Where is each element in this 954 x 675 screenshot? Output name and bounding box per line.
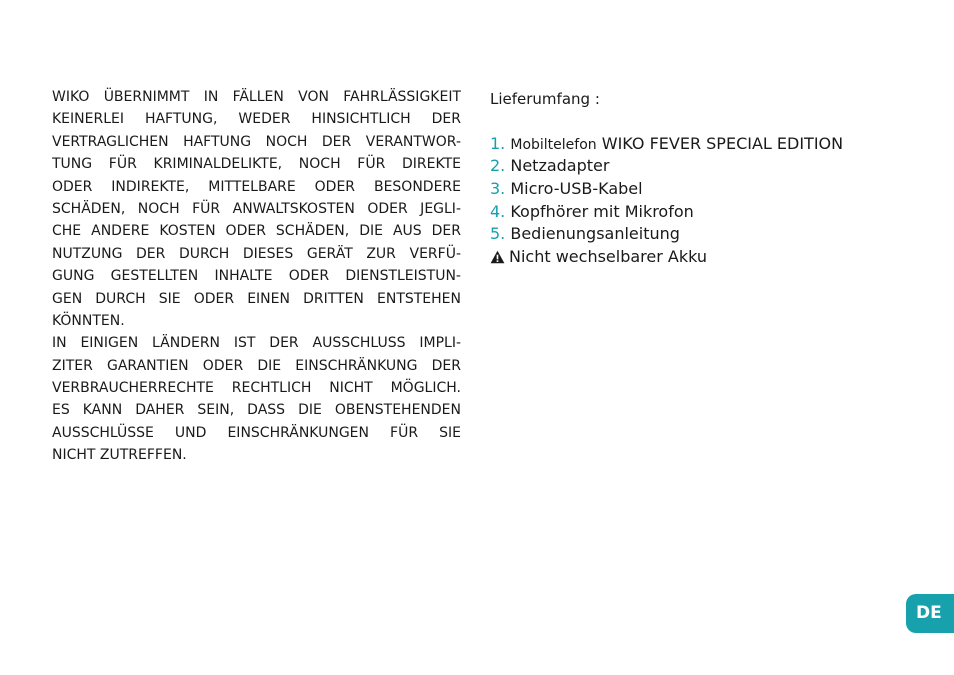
legal-line: VERBRAUCHERRECHTE RECHTLICH NICHT MÖGLICH.	[52, 380, 461, 397]
item-text: Netzadapter	[510, 156, 610, 176]
legal-line: VERTRAGLICHEN HAFTUNG NOCH DER VERANTWOR-	[52, 133, 461, 150]
item-text	[510, 134, 843, 153]
package-contents-heading: Lieferumfang :	[490, 90, 600, 108]
list-item	[490, 201, 910, 224]
item-text: Bedienungsanleitung	[510, 224, 680, 244]
legal-line: TUNG FÜR KRIMINALDELIKTE, NOCH FÜR DIREKTE	[52, 156, 461, 173]
legal-line: NICHT ZUTREFFEN.	[52, 447, 187, 464]
list-item	[490, 155, 910, 178]
legal-disclaimer	[52, 86, 461, 467]
item-text: Micro-USB-Kabel	[510, 178, 643, 198]
package-contents-list	[490, 133, 910, 246]
list-item	[490, 178, 910, 201]
legal-line: SCHÄDEN, NOCH FÜR ANWALTSKOSTEN ODER JEGLI-	[52, 200, 461, 217]
list-item	[490, 133, 910, 156]
legal-line: GEN DURCH SIE ODER EINEN DRITTEN ENTSTEHEN	[52, 290, 461, 307]
item-text: Kopfhörer mit Mikrofon	[510, 201, 694, 221]
legal-line: WIKO ÜBERNIMMT IN FÄLLEN VON FAHRLÄSSIGKEIT	[52, 89, 461, 105]
item-number: 4.	[490, 201, 506, 221]
legal-line: AUSSCHLÜSSE UND EINSCHRÄNKUNGEN FÜR SIE	[52, 424, 461, 441]
warning-triangle-icon	[490, 250, 505, 264]
warning-text: Nicht wechselbarer Akku	[509, 246, 708, 266]
legal-line: GUNG GESTELLTEN INHALTE ODER DIENSTLEISTUN-	[52, 268, 461, 285]
legal-line: ODER INDIREKTE, MITTELBARE ODER BESONDERE	[52, 178, 461, 195]
language-badge: DE	[906, 594, 954, 633]
legal-line: IN EINIGEN LÄNDERN IST DER AUSSCHLUSS IMPLI-	[52, 335, 461, 352]
item-number: 5.	[490, 224, 506, 244]
item-text-main: WIKO FEVER SPECIAL EDITION	[596, 133, 844, 153]
legal-line: KEINERLEI HAFTUNG, WEDER HINSICHTLICH DER	[52, 111, 461, 128]
battery-warning	[490, 246, 910, 269]
item-number: 3.	[490, 178, 506, 198]
legal-line: ES KANN DAHER SEIN, DASS DIE OBENSTEHENDEN	[52, 402, 461, 419]
item-number: 1.	[490, 133, 506, 153]
legal-line: CHE ANDERE KOSTEN ODER SCHÄDEN, DIE AUS DER	[52, 223, 461, 240]
list-item	[490, 223, 910, 246]
legal-line: KÖNNTEN.	[52, 312, 125, 329]
legal-line: ZITER GARANTIEN ODER DIE EINSCHRÄNKUNG DER	[52, 357, 461, 374]
legal-line: NUTZUNG DER DURCH DIESES GERÄT ZUR VERFÜ-	[52, 245, 461, 262]
item-number: 2.	[490, 156, 506, 176]
package-contents	[490, 88, 910, 269]
item-text-small: Mobiltelefon	[510, 136, 597, 153]
